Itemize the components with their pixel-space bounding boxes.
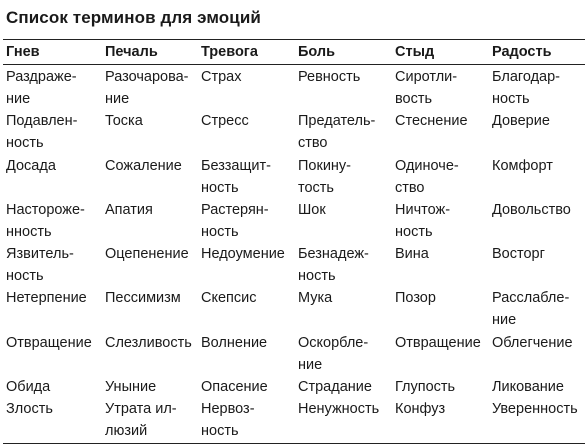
cell-text-line: Облегчение bbox=[492, 335, 573, 351]
cell-text-line: Позор bbox=[395, 290, 436, 306]
table-cell bbox=[105, 243, 189, 265]
cell-text-line: Обида bbox=[6, 379, 51, 395]
table-cell bbox=[6, 243, 74, 287]
cell-text-line: ность bbox=[298, 268, 336, 284]
table-cell bbox=[492, 66, 560, 110]
table-cell bbox=[6, 199, 85, 243]
table-cell bbox=[105, 332, 192, 354]
cell-text-line: Пессимизм bbox=[105, 290, 181, 306]
cell-text-line: ность bbox=[395, 224, 433, 240]
table-cell bbox=[395, 398, 445, 420]
cell-text-line: Глупость bbox=[395, 379, 456, 395]
cell-text-line: Скепсис bbox=[201, 290, 257, 306]
table-cell bbox=[395, 110, 468, 132]
cell-text-line: Отвращение bbox=[6, 335, 92, 351]
cell-text-line: Одиноче- bbox=[395, 158, 459, 174]
cell-text-line: нность bbox=[6, 224, 52, 240]
table-cell bbox=[105, 398, 177, 442]
table-cell bbox=[201, 376, 268, 398]
cell-text-line: Расслабле- bbox=[492, 290, 570, 306]
table-cell bbox=[492, 110, 550, 132]
cell-text-line: Ничтож- bbox=[395, 202, 451, 218]
table-cell bbox=[201, 287, 257, 309]
table-cell bbox=[201, 332, 267, 354]
cell-text-line: вость bbox=[395, 91, 433, 107]
table-cell bbox=[298, 110, 375, 154]
table-cell bbox=[105, 155, 182, 177]
cell-text-line: Сожаление bbox=[105, 158, 182, 174]
table-cell bbox=[298, 376, 372, 398]
cell-text-line: ность bbox=[201, 423, 239, 439]
cell-text-line: Опасение bbox=[201, 379, 268, 395]
cell-text-line: Страдание bbox=[298, 379, 372, 395]
cell-text-line: ность bbox=[6, 268, 44, 284]
table-cell bbox=[6, 398, 53, 420]
table-cell bbox=[492, 243, 545, 265]
table-cell bbox=[298, 66, 360, 88]
cell-text-line: Тоска bbox=[105, 113, 143, 129]
cell-text-line: ность bbox=[201, 224, 239, 240]
cell-text-line: Страх bbox=[201, 69, 242, 85]
cell-text-line: ство bbox=[298, 135, 328, 151]
cell-text-line: ние bbox=[298, 357, 323, 373]
cell-text-line: Покину- bbox=[298, 158, 352, 174]
cell-text-line: Язвитель- bbox=[6, 246, 74, 262]
column-header: Боль bbox=[298, 44, 336, 60]
table-cell bbox=[395, 332, 481, 354]
bottom-rule bbox=[3, 443, 585, 444]
table-cell bbox=[395, 243, 429, 265]
table-cell bbox=[6, 287, 87, 309]
page-title: Список терминов для эмоций bbox=[6, 8, 261, 27]
cell-text-line: ние bbox=[6, 91, 31, 107]
table-cell bbox=[492, 155, 553, 177]
cell-text-line: Довольство bbox=[492, 202, 571, 218]
table-cell bbox=[492, 287, 569, 331]
cell-text-line: Восторг bbox=[492, 246, 545, 262]
cell-text-line: Благодар- bbox=[492, 69, 561, 85]
cell-text-line: ние bbox=[105, 91, 130, 107]
cell-text-line: Оскорбле- bbox=[298, 335, 369, 351]
table-cell bbox=[492, 398, 578, 420]
cell-text-line: Мука bbox=[298, 290, 333, 306]
cell-text-line: Утрата ил- bbox=[105, 401, 177, 417]
table-cell bbox=[395, 287, 436, 309]
cell-text-line: Отвращение bbox=[395, 335, 481, 351]
cell-text-line: Злость bbox=[6, 401, 53, 417]
cell-text-line: Шок bbox=[298, 202, 326, 218]
table-cell bbox=[105, 376, 156, 398]
cell-text-line: Стресс bbox=[201, 113, 249, 129]
header-rule bbox=[3, 64, 585, 65]
table-cell bbox=[492, 332, 573, 354]
column-header: Гнев bbox=[6, 44, 40, 60]
cell-text-line: Безнадеж- bbox=[298, 246, 369, 262]
cell-text-line: Апатия bbox=[105, 202, 153, 218]
table-cell bbox=[6, 155, 56, 177]
cell-text-line: Конфуз bbox=[395, 401, 446, 417]
cell-text-line: Досада bbox=[6, 158, 56, 174]
cell-text-line: Настороже- bbox=[6, 202, 85, 218]
table-cell bbox=[298, 243, 369, 287]
cell-text-line: Уверенность bbox=[492, 401, 578, 417]
table-cell bbox=[492, 376, 564, 398]
table-cell bbox=[298, 398, 379, 420]
cell-text-line: Раздраже- bbox=[6, 69, 77, 85]
table-cell bbox=[201, 398, 255, 442]
table-cell bbox=[298, 287, 332, 309]
top-rule bbox=[3, 39, 585, 40]
cell-text-line: Вина bbox=[395, 246, 429, 262]
cell-text-line: Ревность bbox=[298, 69, 361, 85]
table-cell bbox=[201, 110, 249, 132]
table-cell bbox=[105, 199, 153, 221]
table-cell bbox=[201, 155, 271, 199]
table-cell bbox=[201, 199, 269, 243]
cell-text-line: Сиротли- bbox=[395, 69, 458, 85]
cell-text-line: Разочарова- bbox=[105, 69, 189, 85]
table-cell bbox=[395, 199, 450, 243]
table-cell bbox=[395, 155, 459, 199]
table-cell bbox=[105, 110, 143, 132]
cell-text-line: Недоумение bbox=[201, 246, 285, 262]
column-header: Печаль bbox=[105, 44, 158, 60]
table-cell bbox=[298, 199, 326, 221]
cell-text-line: Беззащит- bbox=[201, 158, 271, 174]
cell-text-line: Ненужность bbox=[298, 401, 380, 417]
table-cell bbox=[201, 66, 242, 88]
cell-text-line: Стеснение bbox=[395, 113, 468, 129]
table-cell bbox=[6, 376, 50, 398]
column-header: Тревога bbox=[201, 44, 258, 60]
cell-text-line: Нетерпение bbox=[6, 290, 87, 306]
cell-text-line: ность bbox=[492, 91, 530, 107]
table-cell bbox=[298, 332, 368, 376]
table-cell bbox=[105, 287, 181, 309]
table-cell bbox=[6, 332, 92, 354]
cell-text-line: Уныние bbox=[105, 379, 157, 395]
cell-text-line: тость bbox=[298, 180, 334, 196]
cell-text-line: Доверие bbox=[492, 113, 550, 129]
cell-text-line: Волнение bbox=[201, 335, 268, 351]
column-header: Стыд bbox=[395, 44, 435, 60]
table-cell bbox=[201, 243, 285, 265]
cell-text-line: Подавлен- bbox=[6, 113, 78, 129]
cell-text-line: ность bbox=[6, 135, 44, 151]
cell-text-line: Растерян- bbox=[201, 202, 269, 218]
column-header: Радость bbox=[492, 44, 552, 60]
table-cell bbox=[492, 199, 571, 221]
table-cell bbox=[105, 66, 189, 110]
cell-text-line: Нервоз- bbox=[201, 401, 255, 417]
table-cell bbox=[6, 66, 77, 110]
cell-text-line: люзий bbox=[105, 423, 148, 439]
cell-text-line: ность bbox=[201, 180, 239, 196]
cell-text-line: Предатель- bbox=[298, 113, 376, 129]
table-cell bbox=[298, 155, 351, 199]
table-cell bbox=[6, 110, 77, 154]
cell-text-line: Слезливость bbox=[105, 335, 192, 351]
cell-text-line: Комфорт bbox=[492, 158, 553, 174]
cell-text-line: ство bbox=[395, 180, 425, 196]
cell-text-line: Оцепенение bbox=[105, 246, 189, 262]
table-cell bbox=[395, 376, 455, 398]
table-cell bbox=[395, 66, 457, 110]
cell-text-line: ние bbox=[492, 312, 517, 328]
cell-text-line: Ликование bbox=[492, 379, 564, 395]
